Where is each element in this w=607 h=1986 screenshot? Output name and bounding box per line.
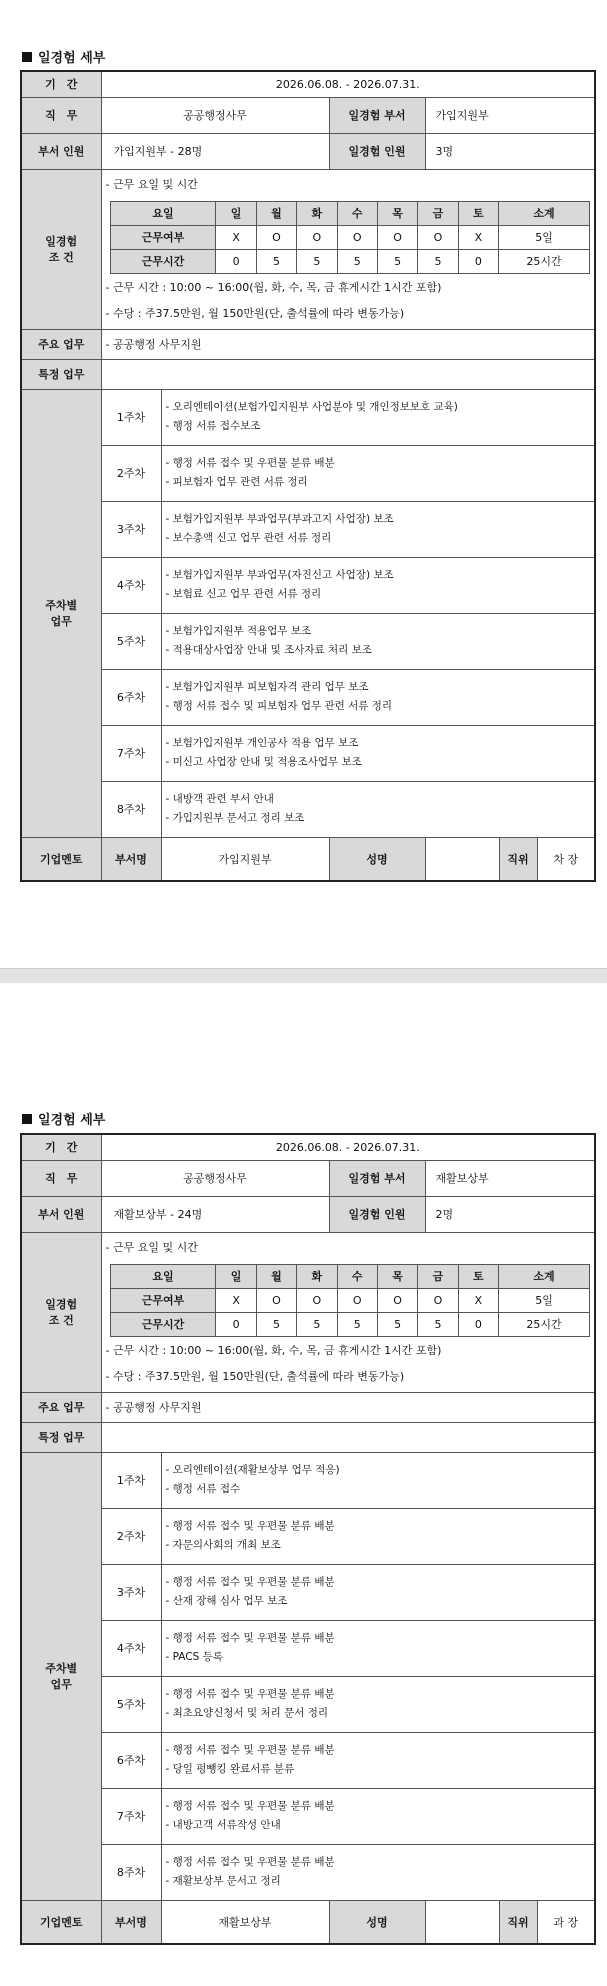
mentor-position-label: 직위	[499, 1900, 537, 1944]
weekly-label-line1: 주차별	[45, 599, 78, 612]
week-task-line: - 보험가입지원부 부과업무(부과고지 사업장) 보조	[165, 513, 394, 525]
week-task-line: - 가입지원부 문서고 정리 보조	[165, 812, 305, 824]
schedule-table	[110, 1264, 591, 1337]
duty-label: 직 무	[21, 97, 101, 133]
work-day-cell: O	[377, 225, 417, 249]
work-day-cell: X	[458, 1288, 498, 1312]
duty-value: 공공행정사무	[101, 1160, 329, 1196]
week-task-line: - 행정 서류 접수 및 우편물 분류 배분	[165, 1576, 335, 1588]
week-tasks	[161, 1788, 595, 1844]
schedule-header-cell: 토	[458, 1264, 498, 1288]
work-day-cell: X	[216, 1288, 256, 1312]
week-task-line: - 최초요양신청서 및 처리 문서 정리	[165, 1707, 328, 1719]
conditions-title: - 근무 요일 및 시간	[105, 177, 198, 191]
week-task-line: - 행정 서류 접수 및 우편물 분류 배분	[165, 1856, 335, 1868]
week-tasks	[161, 1620, 595, 1676]
week-task-line: - 오리엔테이션(보험가입지원부 사업분야 및 개인정보보호 교육)	[165, 401, 458, 413]
week-number: 7주차	[101, 725, 161, 781]
week-tasks	[161, 781, 595, 837]
week-tasks	[161, 1732, 595, 1788]
schedule-header-cell: 토	[458, 201, 498, 225]
week-tasks	[161, 1508, 595, 1564]
schedule-header-cell: 화	[297, 201, 337, 225]
week-number: 2주차	[101, 445, 161, 501]
work-hours-cell: 5	[256, 249, 296, 273]
schedule-table	[110, 201, 591, 274]
special-task-value	[101, 1422, 595, 1452]
schedule-header-cell: 수	[337, 201, 377, 225]
main-task-label: 주요 업무	[21, 1392, 101, 1422]
work-hours-cell: 25시간	[499, 1312, 590, 1336]
week-task-line: - 적용대상사업장 안내 및 조사자료 처리 보조	[165, 644, 372, 656]
weekly-tasks-label	[21, 1452, 101, 1900]
work-day-cell: 5일	[499, 1288, 590, 1312]
schedule-header-cell: 소계	[499, 201, 590, 225]
week-tasks	[161, 1844, 595, 1900]
schedule-header-cell: 화	[297, 1264, 337, 1288]
work-hours-cell: 5	[297, 249, 337, 273]
week-task-line: - 보험가입지원부 개인공사 적용 업무 보조	[165, 737, 359, 749]
weekly-label-line1: 주차별	[45, 1662, 78, 1675]
mentor-name-value	[425, 1900, 499, 1944]
schedule-wrapper	[106, 1264, 591, 1337]
week-task-line: - 산재 장해 심사 업무 보조	[165, 1595, 288, 1607]
week-task-line: - 미신고 사업장 안내 및 적용조사업무 보조	[165, 756, 362, 768]
week-task-line: - 피보험자 업무 관련 서류 정리	[165, 476, 308, 488]
work-hours-cell: 5	[377, 1312, 417, 1336]
schedule-header-cell: 일	[216, 201, 256, 225]
week-number: 6주차	[101, 1732, 161, 1788]
work-hours-cell: 근무시간	[110, 1312, 216, 1336]
week-number: 1주차	[101, 389, 161, 445]
week-tasks	[161, 669, 595, 725]
week-task-line: - 행정 서류 접수 및 우편물 분류 배분	[165, 457, 335, 469]
conditions-hours: - 근무 시간 : 10:00 ~ 16:00(월, 화, 수, 목, 금 휴게시간 1시간 포함)	[105, 1343, 442, 1357]
week-task-line: - PACS 등록	[165, 1651, 223, 1663]
work-day-cell: O	[256, 225, 296, 249]
work-day-cell: O	[377, 1288, 417, 1312]
work-experience-table	[20, 1133, 596, 1945]
conditions-label	[21, 1232, 101, 1392]
mentor-name-value	[425, 837, 499, 881]
work-hours-cell: 5	[377, 249, 417, 273]
conditions-label	[21, 169, 101, 329]
mentor-dept-label: 부서명	[101, 837, 161, 881]
trainee-label: 일경험 인원	[329, 133, 425, 169]
week-task-line: - 행정 서류 접수 및 우편물 분류 배분	[165, 1800, 335, 1812]
schedule-header-cell: 목	[377, 1264, 417, 1288]
work-hours-cell: 5	[297, 1312, 337, 1336]
week-task-line: - 자문의사회의 개최 보조	[165, 1539, 281, 1551]
week-number: 4주차	[101, 1620, 161, 1676]
work-day-cell: O	[297, 1288, 337, 1312]
dept-value: 재활보상부	[425, 1160, 595, 1196]
conditions-label-line2: 조 건	[48, 251, 74, 264]
period-value: 2026.06.08. - 2026.07.31.	[101, 1134, 595, 1160]
schedule-header-cell: 월	[256, 201, 296, 225]
dept-label: 일경험 부서	[329, 97, 425, 133]
page-separator	[0, 968, 607, 983]
work-hours-cell: 0	[458, 249, 498, 273]
duty-value: 공공행정사무	[101, 97, 329, 133]
square-bullet-icon	[22, 1114, 32, 1124]
weekly-tasks-label	[21, 389, 101, 837]
main-task-value: - 공공행정 사무지원	[101, 1392, 595, 1422]
week-tasks	[161, 1676, 595, 1732]
conditions-pay: - 수당 : 주37.5만원, 월 150만원(단, 출석률에 따라 변동가능)	[105, 1369, 405, 1383]
staff-value: 가입지원부 - 28명	[101, 133, 329, 169]
work-day-cell: O	[337, 225, 377, 249]
week-tasks	[161, 389, 595, 445]
week-task-line: - 보수총액 신고 업무 관련 서류 정리	[165, 532, 332, 544]
week-task-line: - 보험가입지원부 피보험자격 관리 업무 보조	[165, 681, 369, 693]
conditions-cell	[101, 169, 595, 329]
dept-label: 일경험 부서	[329, 1160, 425, 1196]
week-task-line: - 행정 서류 접수보조	[165, 420, 261, 432]
schedule-header-cell: 금	[418, 1264, 458, 1288]
special-task-label: 특정 업무	[21, 1422, 101, 1452]
work-hours-cell: 5	[337, 1312, 377, 1336]
week-tasks	[161, 445, 595, 501]
work-day-cell: 5일	[499, 225, 590, 249]
dept-value: 가입지원부	[425, 97, 595, 133]
week-number: 4주차	[101, 557, 161, 613]
work-day-cell: O	[418, 1288, 458, 1312]
duty-label: 직 무	[21, 1160, 101, 1196]
week-number: 1주차	[101, 1452, 161, 1508]
work-hours-cell: 0	[458, 1312, 498, 1336]
schedule-wrapper	[106, 201, 591, 274]
week-tasks	[161, 1564, 595, 1620]
week-number: 3주차	[101, 1564, 161, 1620]
week-task-line: - 당일 펑뺑킹 완료서류 분류	[165, 1763, 295, 1775]
week-task-line: - 행정 서류 접수 및 우편물 분류 배분	[165, 1520, 335, 1532]
conditions-pay: - 수당 : 주37.5만원, 월 150만원(단, 출석률에 따라 변동가능)	[105, 306, 405, 320]
mentor-label: 기업멘토	[21, 1900, 101, 1944]
section-heading	[22, 1109, 105, 1128]
main-task-value: - 공공행정 사무지원	[101, 329, 595, 359]
week-task-line: - 보험가입지원부 적용업무 보조	[165, 625, 312, 637]
schedule-header-cell: 일	[216, 1264, 256, 1288]
work-day-cell: O	[337, 1288, 377, 1312]
work-hours-cell: 근무시간	[110, 249, 216, 273]
week-task-line: - 행정 서류 접수 및 피보험자 업무 관련 서류 정리	[165, 700, 393, 712]
schedule-header-cell: 목	[377, 201, 417, 225]
week-number: 6주차	[101, 669, 161, 725]
trainee-label: 일경험 인원	[329, 1196, 425, 1232]
schedule-header-cell: 소계	[499, 1264, 590, 1288]
mentor-dept-label: 부서명	[101, 1900, 161, 1944]
mentor-dept-value: 재활보상부	[161, 1900, 329, 1944]
week-number: 7주차	[101, 1788, 161, 1844]
work-day-cell: 근무여부	[110, 225, 216, 249]
mentor-position-value: 과 장	[537, 1900, 595, 1944]
mentor-position-value: 차 장	[537, 837, 595, 881]
period-value: 2026.06.08. - 2026.07.31.	[101, 71, 595, 97]
work-day-cell: X	[216, 225, 256, 249]
special-task-value	[101, 359, 595, 389]
week-task-line: - 내방객 관련 부서 안내	[165, 793, 274, 805]
work-hours-cell: 0	[216, 249, 256, 273]
schedule-header-cell: 월	[256, 1264, 296, 1288]
main-task-label: 주요 업무	[21, 329, 101, 359]
trainee-value: 2명	[425, 1196, 595, 1232]
section-heading-text: 일경험 세부	[38, 1113, 106, 1128]
schedule-header-cell: 요일	[110, 201, 216, 225]
week-tasks	[161, 1452, 595, 1508]
staff-value: 재활보상부 - 24명	[101, 1196, 329, 1232]
week-tasks	[161, 557, 595, 613]
week-number: 5주차	[101, 613, 161, 669]
section-heading	[22, 47, 105, 66]
week-tasks	[161, 613, 595, 669]
week-task-line: - 오리엔테이션(재활보상부 업무 적응)	[165, 1464, 340, 1476]
work-hours-cell: 5	[337, 249, 377, 273]
week-number: 2주차	[101, 1508, 161, 1564]
week-number: 5주차	[101, 1676, 161, 1732]
work-hours-cell: 5	[418, 1312, 458, 1336]
mentor-name-label: 성명	[329, 1900, 425, 1944]
week-task-line: - 행정 서류 접수 및 우편물 분류 배분	[165, 1632, 335, 1644]
work-hours-cell: 25시간	[499, 249, 590, 273]
conditions-label-line1: 일경험	[45, 235, 78, 248]
schedule-header-cell: 수	[337, 1264, 377, 1288]
mentor-dept-value: 가입지원부	[161, 837, 329, 881]
conditions-cell	[101, 1232, 595, 1392]
work-experience-table	[20, 70, 596, 882]
work-day-cell: O	[256, 1288, 296, 1312]
week-task-line: - 재활보상부 문서고 정리	[165, 1875, 281, 1887]
work-day-cell: O	[418, 225, 458, 249]
mentor-label: 기업멘토	[21, 837, 101, 881]
staff-label: 부서 인원	[21, 1196, 101, 1232]
work-day-cell: X	[458, 225, 498, 249]
special-task-label: 특정 업무	[21, 359, 101, 389]
section-heading-text: 일경험 세부	[38, 51, 106, 66]
weekly-label-line2: 업무	[50, 615, 72, 628]
square-bullet-icon	[22, 52, 32, 62]
mentor-name-label: 성명	[329, 837, 425, 881]
schedule-header-cell: 요일	[110, 1264, 216, 1288]
period-label: 기 간	[21, 71, 101, 97]
staff-label: 부서 인원	[21, 133, 101, 169]
week-number: 8주차	[101, 1844, 161, 1900]
week-task-line: - 내방고객 서류작성 안내	[165, 1819, 281, 1831]
work-day-cell: 근무여부	[110, 1288, 216, 1312]
conditions-label-line1: 일경험	[45, 1298, 78, 1311]
schedule-header-cell: 금	[418, 201, 458, 225]
work-hours-cell: 5	[256, 1312, 296, 1336]
week-number: 8주차	[101, 781, 161, 837]
work-hours-cell: 0	[216, 1312, 256, 1336]
period-label: 기 간	[21, 1134, 101, 1160]
weekly-label-line2: 업무	[50, 1678, 72, 1691]
week-task-line: - 보험료 신고 업무 관련 서류 정리	[165, 588, 322, 600]
trainee-value: 3명	[425, 133, 595, 169]
week-tasks	[161, 725, 595, 781]
conditions-label-line2: 조 건	[48, 1314, 74, 1327]
work-hours-cell: 5	[418, 249, 458, 273]
week-task-line: - 보험가입지원부 부과업무(자진신고 사업장) 보조	[165, 569, 394, 581]
conditions-hours: - 근무 시간 : 10:00 ~ 16:00(월, 화, 수, 목, 금 휴게시간 1시간 포함)	[105, 280, 442, 294]
work-day-cell: O	[297, 225, 337, 249]
week-task-line: - 행정 서류 접수 및 우편물 분류 배분	[165, 1688, 335, 1700]
week-number: 3주차	[101, 501, 161, 557]
week-tasks	[161, 501, 595, 557]
week-task-line: - 행정 서류 접수 및 우편물 분류 배분	[165, 1744, 335, 1756]
mentor-position-label: 직위	[499, 837, 537, 881]
conditions-title: - 근무 요일 및 시간	[105, 1240, 198, 1254]
week-task-line: - 행정 서류 접수	[165, 1483, 241, 1495]
